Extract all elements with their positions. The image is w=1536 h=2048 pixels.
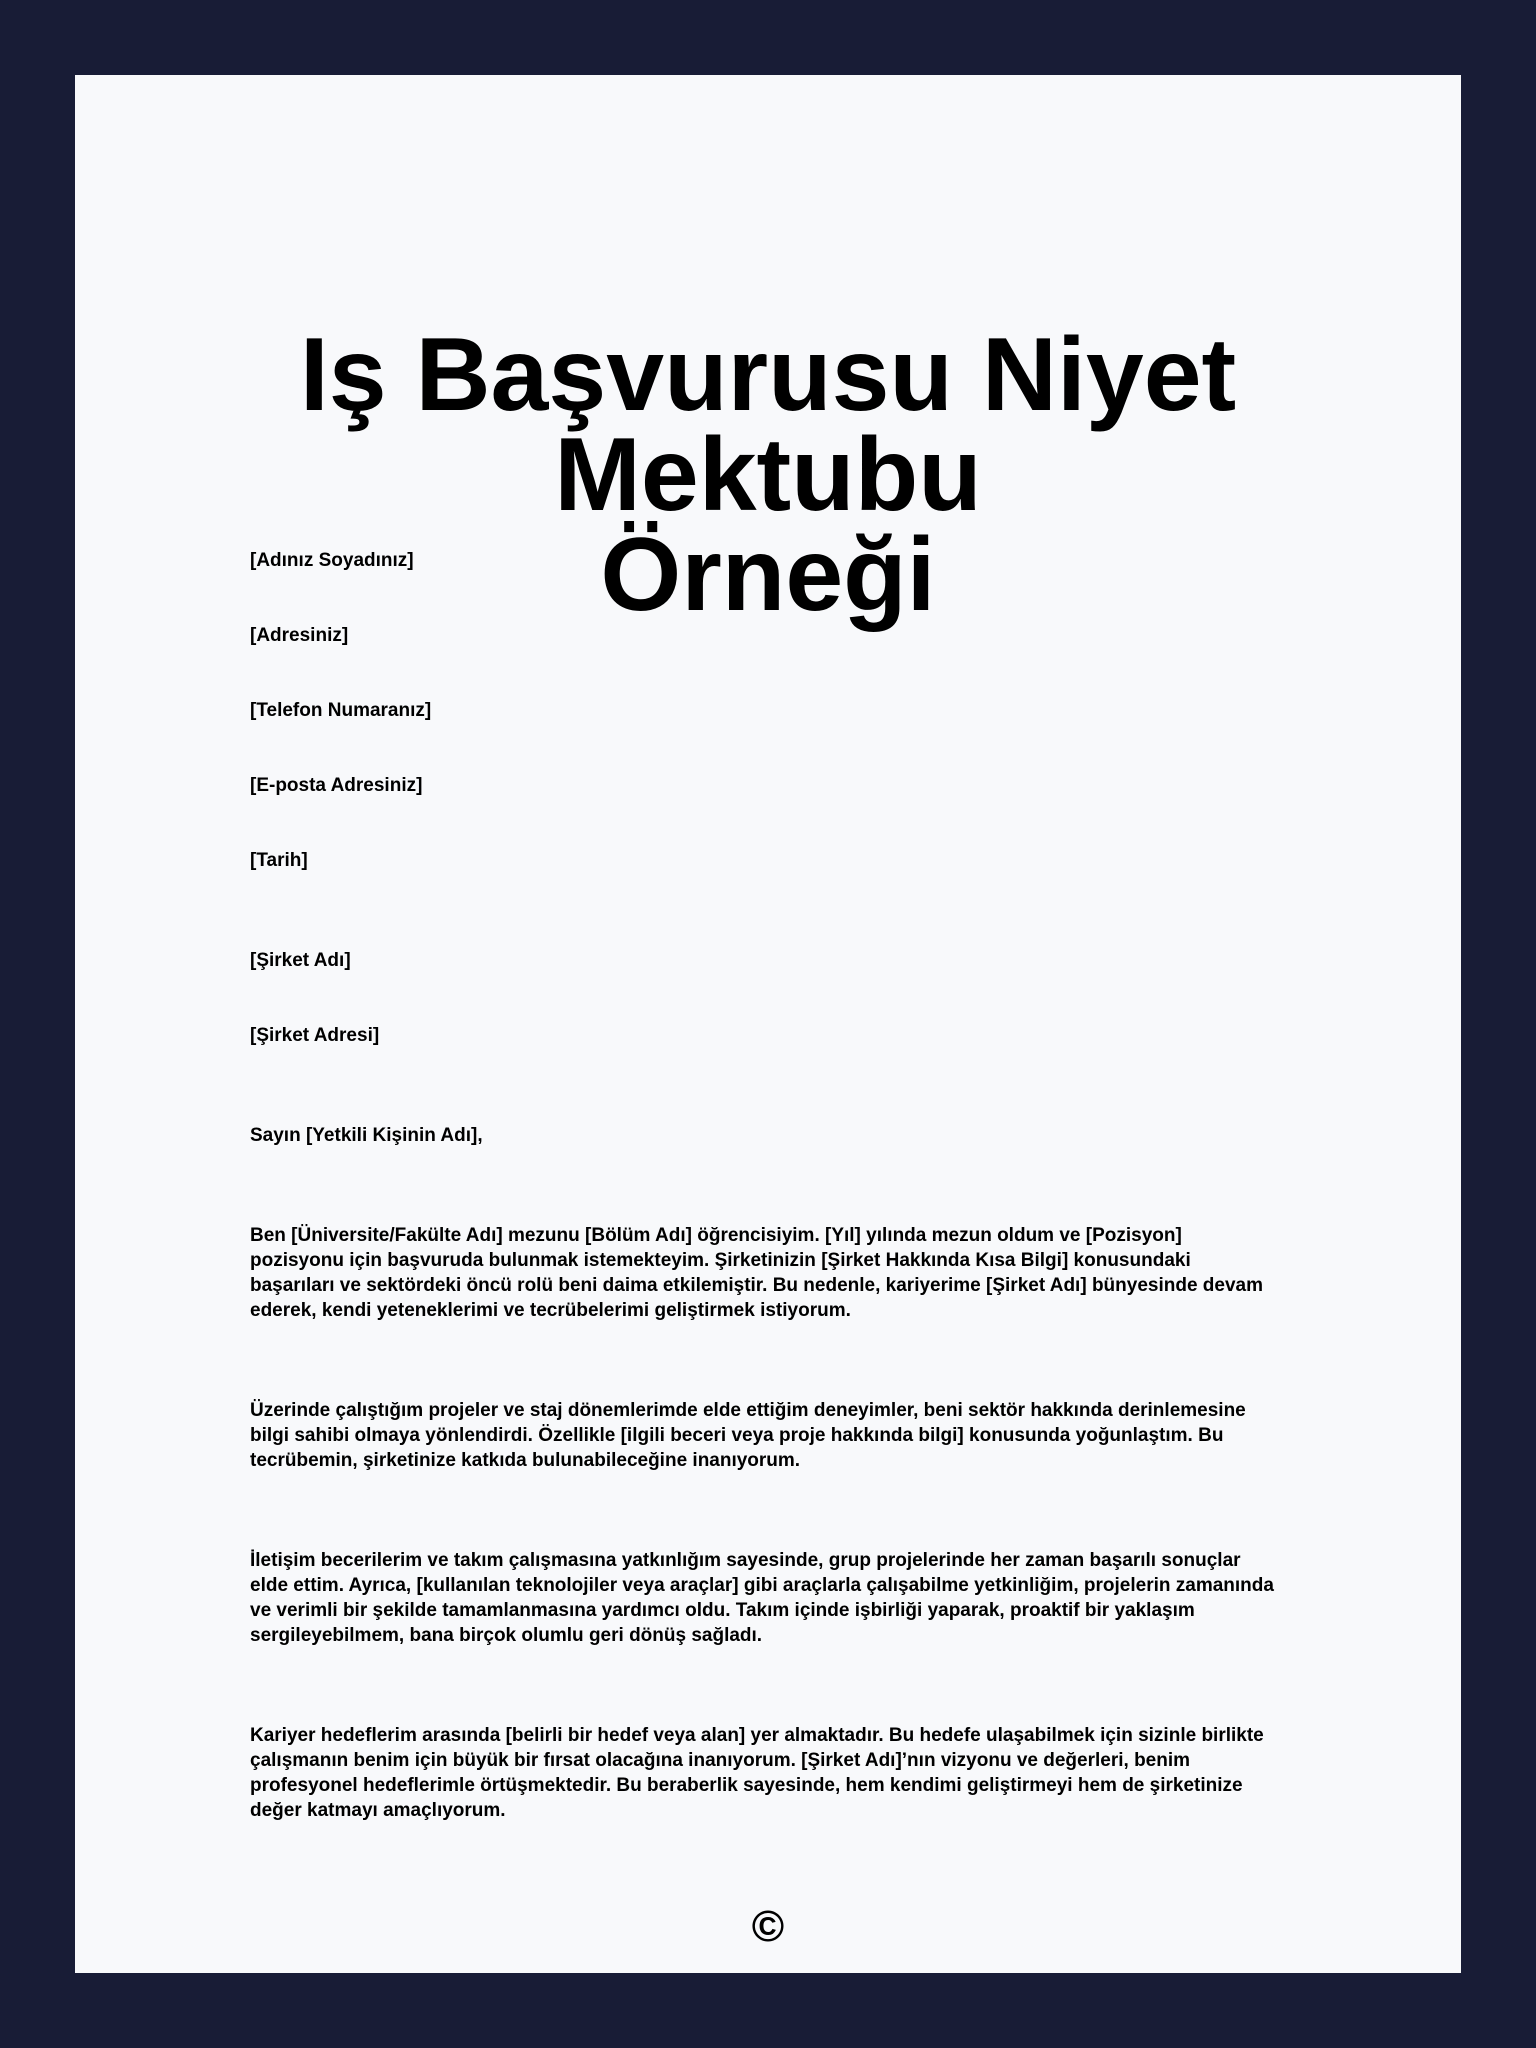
copyright-symbol: © [751,1902,785,1951]
sender-address: [Adresiniz] [250,625,349,646]
paragraph-4: Kariyer hedeflerim arasında [belirli bir hedef veya alan] yer almaktadır. Bu hedefe ulaşabilmek için sizinle birlikte çalışmanın benim için büyük bir fırsat olacağına inanıyorum. [Şirket Adı]’nın vizyonu ve değerleri, benim profesyonel hedeflerimle örtüşmektedir. Bu beraberlik sayesinde, hem kendimi geliştirmeyi hem de şirketinize değer katmayı amaçlıyorum. [250,1725,1264,1821]
title-line-1: Iş Başvurusu Niyet Mektubu [299,317,1237,533]
title-line-2: Örneği [600,517,936,633]
salutation: Sayın [Yetkili Kişinin Adı], [250,1125,483,1146]
document-page [75,75,1461,1973]
letter-date: [Tarih] [250,850,308,871]
document-title [75,317,1461,633]
paragraph-1: Ben [Üniversite/Fakülte Adı] mezunu [Bölüm Adı] öğrencisiyim. [Yıl] yılında mezun oldum ve [Pozisyon] pozisyonu için başvuruda bulunmak istemekteyim. Şirketinizin [Şirket Hakkında Kısa Bilgi] konusundaki başarıları ve sektördeki öncü rolü beni daima etkilemiştir. Bu nedenle, kariyerime [Şirket Adı] bünyesinde devam ederek, kendi yeteneklerimi ve tecrübelerimi geliştirmek istiyorum. [250,1225,1263,1321]
paragraph-2: Üzerinde çalıştığım projeler ve staj dönemlerimde elde ettiğim deneyimler, beni sektör hakkında derinlemesine bilgi sahibi olmaya yönlendirdi. Özellikle [ilgili beceri veya proje hakkında bilgi] konusunda yoğunlaştım. Bu tecrübemin, şirketinize katkıda bulunabileceğine inanıyorum. [250,1400,1246,1471]
paragraph-3: İletişim becerilerim ve takım çalışmasına yatkınlığım sayesinde, grup projelerinde her zaman başarılı sonuçlar elde ettim. Ayrıca, [kullanılan teknolojiler veya araçlar] gibi araçlarla çalışabilme yetkinliğim, projelerin zamanında ve verimli bir şekilde tamamlanmasına yardımcı oldu. Takım içinde işbirliği yaparak, proaktif bir yaklaşım sergileyebilmem, bana birçok olumlu geri dönüş sağladı. [250,1550,1274,1646]
sender-email: [E-posta Adresiniz] [250,775,423,796]
recipient-company-name: [Şirket Adı] [250,950,351,971]
sender-name: [Adınız Soyadınız] [250,550,414,571]
recipient-company-address: [Şirket Adresi] [250,1025,380,1046]
sender-phone: [Telefon Numaranız] [250,700,432,721]
